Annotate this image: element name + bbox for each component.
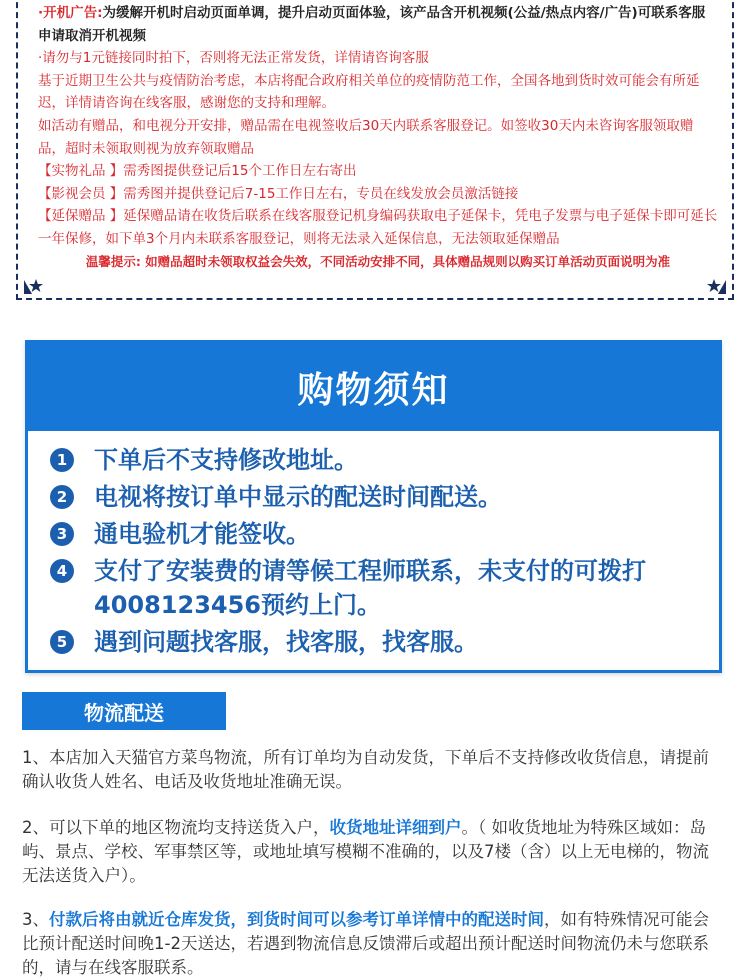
list-item-text: 下单后不支持修改地址。 [94, 446, 358, 474]
notice-tip: 温馨提示: 如赠品超时未领取权益会失效，不同活动安排不同，具体赠品规则以购买订单活动页面说明为准 [85, 253, 671, 269]
number-badge: 3 [50, 522, 74, 546]
p2-text-b: 。（ 如收货地址为特殊区域如：岛屿、景点、学校、军事禁区等，或地址填写模糊不准确的，以及7楼（含）以上无电梯的，物流无法送货入户）。 [22, 818, 709, 885]
p3-text-a: 3、 [22, 910, 49, 929]
logistics-paragraph-2 [22, 816, 722, 888]
notice-line-epidemic: 基于近期卫生公共与疫情防治考虑，本店将配合政府相关单位的疫情防范工作，全国各地到货时效可能会有所延迟，详情请咨询在线客服，感谢您的支持和理解。 [38, 72, 700, 112]
notice-ad-prefix: ·开机广告: [38, 5, 103, 21]
notice-line-warranty: 【延保赠品 】延保赠品请在收货后联系在线客服登记机身编码获取电子延保卡，凭电子发票与电子延保卡即可延长一年保修，如下单3个月内未联系客服登记，则将无法录入延保信息，无法领取延保赠品 [38, 208, 718, 247]
star-corner-icon [24, 272, 48, 294]
p2-text-a: 2、可以下单的地区物流均支持送货入户， [22, 818, 330, 837]
number-badge: 4 [50, 559, 74, 583]
shopping-notice-card [25, 340, 722, 673]
notice-line-video-member: 【影视会员 】需秀图并提供登记后7-15工作日左右，专员在线发放会员激活链接 [38, 185, 519, 202]
notice-box [16, 0, 734, 300]
notice-ad-text: 为缓解开机时启动页面单调，提升启动页面体验，该产品含开机视频(公益/热点内容/广告)可联系客服申请取消开机视频 [38, 5, 706, 44]
list-item [50, 517, 719, 551]
notice-line-link: ·请勿与1元链接同时拍下，否则将无法正常发货，详情请咨询客服 [38, 50, 429, 67]
logistics-paragraph-1: 1、本店加入天猫官方菜鸟物流，所有订单均为自动发货，下单后不支持修改收货信息，请提前确认收货人姓名、电话及收货地址准确无误。 [22, 748, 709, 791]
list-item [50, 443, 719, 477]
list-item-text: 遇到问题找客服，找客服，找客服。 [94, 628, 478, 656]
notice-line-gift: 如活动有赠品，和电视分开安排，赠品需在电视签收后30天内联系客服登记。如签收30天内未咨询客服领取赠品，超时未领取则视为放弃领取赠品 [38, 117, 694, 157]
notice-line-physical-gift: 【实物礼品 】需秀图提供登记后15个工作日左右寄出 [38, 163, 357, 180]
card-header [28, 343, 719, 431]
card-title: 购物须知 [297, 369, 450, 411]
number-badge: 1 [50, 448, 74, 472]
notice-line-ad [38, 2, 718, 47]
number-badge: 2 [50, 485, 74, 509]
list-item-text: 通电验机才能签收。 [94, 520, 310, 548]
shopping-notice-list [28, 431, 719, 659]
list-item-text: 电视将按订单中显示的配送时间配送。 [94, 483, 502, 511]
list-item-text: 支付了安装费的请等候工程师联系，未支付的可拨打4008123456预约上门。 [94, 557, 646, 619]
star-corner-icon [702, 272, 726, 294]
list-item [50, 480, 719, 514]
p3-text-b: ，如有特殊情况可能会比预计配送时间晚1-2天送达，若遇到物流信息反馈滞后或超出预计配送时间物流仍未与您联系的，请与在线客服联系。 [22, 910, 709, 977]
p3-highlight: 付款后将由就近仓库发货，到货时间可以参考订单详情中的配送时间 [49, 910, 544, 929]
list-item [50, 625, 719, 659]
logistics-paragraph-3 [22, 908, 722, 980]
list-item [50, 554, 719, 622]
logistics-section-tag: 物流配送 [22, 692, 226, 730]
number-badge: 5 [50, 630, 74, 654]
p2-highlight: 收货地址详细到户 [329, 818, 462, 837]
